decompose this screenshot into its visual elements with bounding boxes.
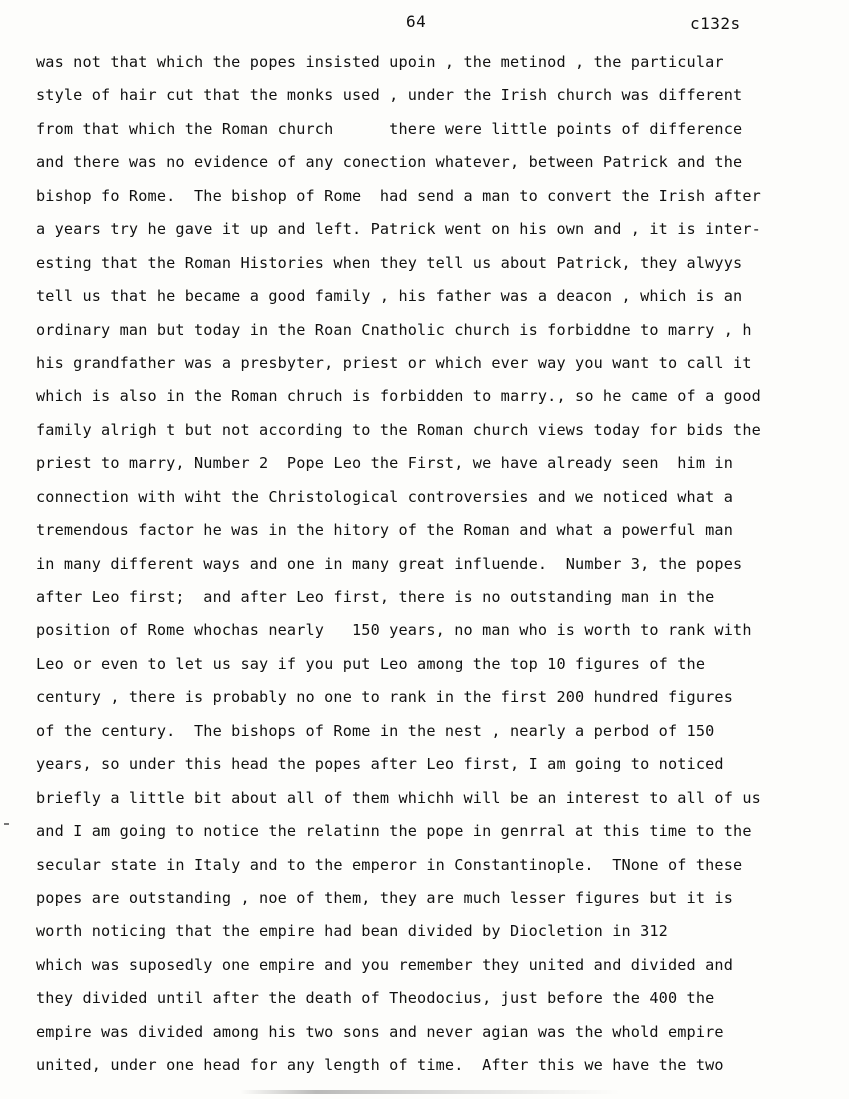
text-line: connection with wiht the Christological controversies and we noticed what a <box>36 487 734 506</box>
text-line: briefly a little bit about all of them whichh will be an interest to all of us <box>36 788 761 807</box>
text-line: and I am going to notice the relatinn the pope in genrral at this time to the <box>36 822 752 841</box>
body-text <box>36 46 836 1083</box>
page-number: 64 <box>406 12 427 31</box>
text-line: tremendous factor he was in the hitory of the Roman and what a powerful man <box>36 521 734 540</box>
text-line: bishop fo Rome. The bishop of Rome had send a man to convert the Irish after <box>36 186 761 205</box>
text-line: priest to marry, Number 2 Pope Leo the First, we have already seen him in <box>36 454 734 473</box>
text-line: popes are outstanding , noe of them, they are much lesser figures but it is <box>36 888 734 907</box>
text-line: century , there is probably no one to rank in the first 200 hundred figures <box>36 688 734 707</box>
text-line: worth noticing that the empire had bean divided by Diocletion in 312 <box>36 922 668 941</box>
text-line: and there was no evidence of any conection whatever, between Patrick and the <box>36 153 743 172</box>
text-line: ordinary man but today in the Roan Cnatholic church is forbiddne to marry , h <box>36 320 752 339</box>
text-line: was not that which the popes insisted upoin , the metinod , the particular <box>36 53 724 71</box>
text-line: family alrigh t but not according to the Roman church views today for bids the <box>36 420 761 439</box>
text-line: they divided until after the death of Theodocius, just before the 400 the <box>36 989 715 1008</box>
text-line: secular state in Italy and to the emperor in Constantinople. TNone of these <box>36 855 743 874</box>
text-line: esting that the Roman Histories when they tell us about Patrick, they alwyys <box>36 253 743 272</box>
scan-smudge <box>240 1090 620 1094</box>
text-line: which is also in the Roman chruch is forbidden to marry., so he came of a good <box>36 387 761 406</box>
text-line: which was suposedly one empire and you remember they united and divided and <box>36 955 734 974</box>
text-line: after Leo first; and after Leo first, there is no outstanding man in the <box>36 588 715 606</box>
margin-mark <box>4 823 9 825</box>
text-line: from that which the Roman church there were little points of difference <box>36 119 743 138</box>
text-line: style of hair cut that the monks used , under the Irish church was different <box>36 86 743 105</box>
text-line: his grandfather was a presbyter, priest or which ever way you want to call it <box>36 353 752 372</box>
text-line: a years try he gave it up and left. Patrick went on his own and , it is inter- <box>36 220 761 239</box>
text-line: of the century. The bishops of Rome in the nest , nearly a perbod of 150 <box>36 721 715 740</box>
text-line: Leo or even to let us say if you put Leo among the top 10 figures of the <box>36 654 706 673</box>
text-line: empire was divided among his two sons and never agian was the whold empire <box>36 1022 724 1041</box>
text-line: position of Rome whochas nearly 150 years, no man who is worth to rank with <box>36 621 752 640</box>
text-line: tell us that he became a good family , his father was a deacon , which is an <box>36 287 743 306</box>
text-line: united, under one head for any length of time. After this we have the two <box>36 1056 724 1075</box>
document-code: c132s <box>690 14 741 33</box>
text-line: years, so under this head the popes after Leo first, I am going to noticed <box>36 755 724 774</box>
text-line: in many different ways and one in many great influende. Number 3, the popes <box>36 554 743 573</box>
